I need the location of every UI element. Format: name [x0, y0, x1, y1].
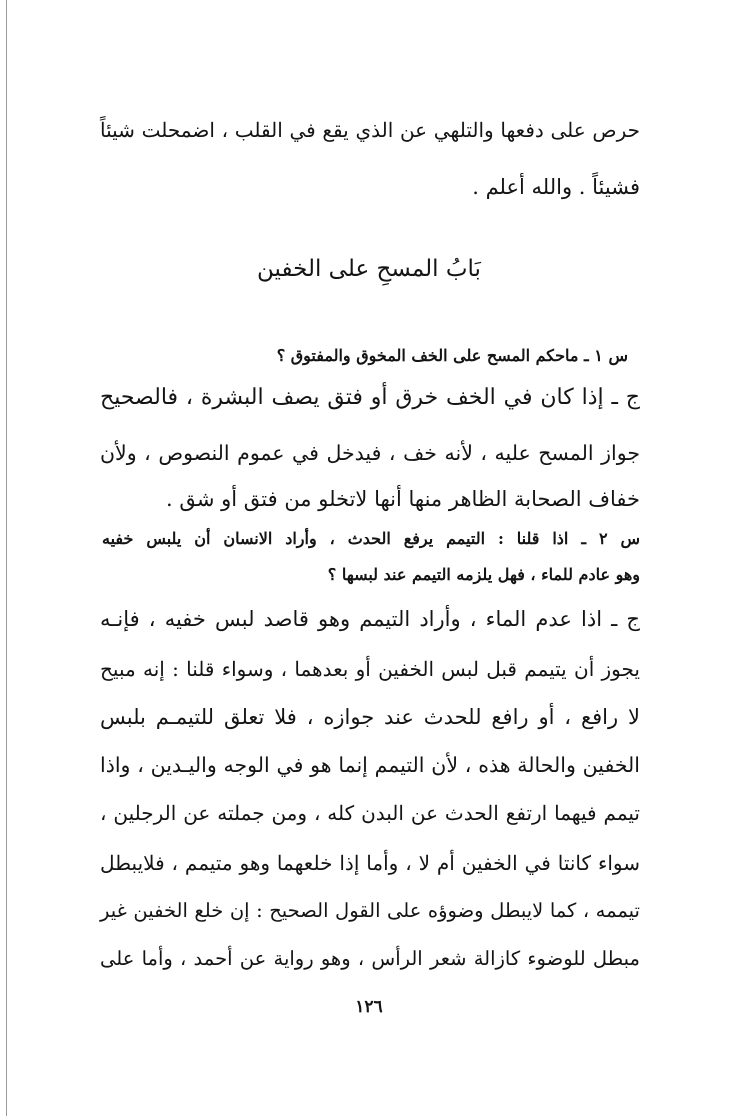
answer-2-line-2: يجوز أن يتيمم قبل لبس الخفين أو بعدهما ، وسواء قلنا : إنه مبيح: [100, 657, 640, 681]
question-1: س ١ ـ ماحكم المسح على الخف المخوق والمفتوق ؟: [276, 346, 628, 365]
answer-2-line-8: مبطل للوضوء كازالة شعر الرأس ، وهو رواية عن أحمد ، وأما على: [100, 947, 640, 970]
answer-1-line-2: جواز المسح عليه ، لأنه خف ، فيدخل في عموم النصوص ، ولأن: [100, 441, 640, 465]
answer-2-line-1: ج ـ اذا عدم الماء ، وأراد التيمم وهو قاصد لبس خفيه ، فإنـه: [100, 607, 640, 631]
answer-2-line-5: تيمم فيهما ارتفع الحدث عن البدن كله ، ومن جملته عن الرجلين ،: [100, 801, 640, 825]
answer-1-line-3: خفاف الصحابة الظاهر منها أنها لاتخلو من فتق أو شق .: [165, 487, 640, 511]
answer-2-line-6: سواء كانتا في الخفين أم لا ، وأما إذا خلعهما وهو متيمم ، فلايبطل: [100, 851, 640, 875]
intro-line-1: حرص على دفعها والتلهي عن الذي يقع في القلب ، اضمحلت شيئاً: [100, 118, 640, 142]
question-2-line-1: س ٢ ـ اذا قلنا : التيمم يرفع الحدث ، وأراد الانسان أن يلبس خفيه: [102, 529, 640, 548]
answer-2-line-7: تيممه ، كما لايبطل وضوؤه على القول الصحيح : إن خلع الخفين غير: [100, 899, 640, 922]
answer-2-line-3: لا رافع ، أو رافع للحدث عند جوازه ، فلا تعلق للتيمـم بلبس: [100, 705, 640, 729]
page-number: ١٢٦: [355, 997, 383, 1017]
answer-1-line-1: ج ـ إذا كان في الخف خرق أو فتق يصف البشرة ، فالصحيح: [100, 385, 640, 410]
section-heading: بَابُ المسحِ على الخفين: [257, 256, 481, 282]
intro-line-2: فشيئاً . والله أعلم .: [472, 175, 640, 199]
answer-2-line-4: الخفين والحالة هذه ، لأن التيمم إنما هو في الوجه واليـدين ، واذا: [100, 753, 640, 777]
scan-edge-line: [6, 0, 7, 1116]
question-2-line-2: وهو عادم للماء ، فهل يلزمه التيمم عند لبسها ؟: [327, 565, 640, 584]
